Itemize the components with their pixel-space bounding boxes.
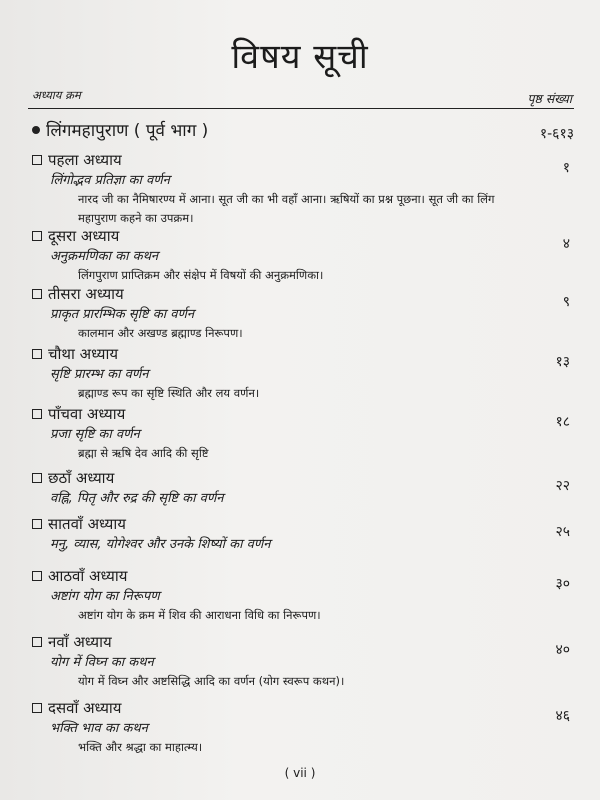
chapter-page: ४ [562,236,570,252]
chapter-entry [28,698,574,758]
chapter-name: सातवाँ अध्याय [48,515,126,533]
checkbox-square-icon [32,289,42,299]
chapter-page: ४६ [555,708,570,724]
chapter-name: दसवाँ अध्याय [48,699,122,717]
checkbox-square-icon [32,155,42,165]
chapter-page: ३० [555,576,570,592]
chapter-subtitle: भक्ति भाव का कथन [50,721,148,736]
chapter-name: तीसरा अध्याय [48,285,124,303]
chapter-description: नारद जी का नैमिषारण्य में आना। सूत जी का भी वहाँ आना। ऋषियों का प्रश्न पूछना। सूत जी का लिंग महापुराण कहने का उपक्रम। [78,192,495,225]
chapter-page: १८ [555,414,570,430]
chapter-subtitle: वह्नि, पितृ और रुद्र की सृष्टि का वर्णन [50,491,224,506]
checkbox-square-icon [32,409,42,419]
checkbox-square-icon [32,349,42,359]
chapter-name: दूसरा अध्याय [48,227,120,245]
chapter-entry [28,632,574,692]
checkbox-square-icon [32,473,42,483]
chapter-order-header: अध्याय क्रम [32,88,81,102]
chapter-description: कालमान और अखण्ड ब्रह्माण्ड निरूपण। [78,326,243,340]
chapter-name: चौथा अध्याय [48,345,119,363]
checkbox-square-icon [32,571,42,581]
checkbox-square-icon [32,519,42,529]
chapter-page: १३ [555,354,570,370]
chapter-subtitle: योग में विघ्न का कथन [50,655,154,670]
chapter-page: २५ [555,524,570,540]
chapter-name: पाँचवा अध्याय [48,405,126,423]
chapter-name: पहला अध्याय [48,151,122,169]
chapter-page: ९ [562,294,570,310]
chapter-description: ब्रह्माण्ड रूप का सृष्टि स्थिति और लय वर्णन। [78,386,260,400]
part-heading [30,118,574,144]
chapter-description: भक्ति और श्रद्धा का माहात्म्य। [78,740,203,754]
chapter-entry [28,284,574,344]
page-number-header: पृष्ठ संख्या [527,91,572,106]
checkbox-square-icon [32,637,42,647]
chapter-entry [28,566,574,626]
chapter-subtitle: अनुक्रमणिका का कथन [50,249,159,264]
chapter-page: १ [562,160,570,176]
chapter-entry [28,514,574,574]
chapter-entry [28,226,574,286]
column-header-row [28,86,574,109]
chapter-subtitle: प्राकृत प्रारम्भिक सृष्टि का वर्णन [50,307,195,322]
chapter-entry [28,404,574,464]
checkbox-square-icon [32,703,42,713]
chapter-entry [28,150,574,225]
chapter-description: ब्रह्मा से ऋषि देव आदि की सृष्टि [78,446,209,460]
chapter-subtitle: सृष्टि प्रारम्भ का वर्णन [50,367,149,382]
bullet-icon [32,126,40,134]
part-label: लिंगमहापुराण ( पूर्व भाग ) [46,121,209,141]
page-title: विषय सूची [231,37,369,77]
checkbox-square-icon [32,231,42,241]
chapter-page: २२ [555,478,570,494]
chapter-name: नवाँ अध्याय [48,633,112,651]
chapter-name: छठाँ अध्याय [48,469,115,487]
chapter-subtitle: लिंगोद्भव प्रतिज्ञा का वर्णन [50,173,170,188]
chapter-subtitle: प्रजा सृष्टि का वर्णन [50,427,140,442]
chapter-description: अष्टांग योग के क्रम में शिव की आराधना विधि का निरूपण। [78,608,321,622]
chapter-subtitle: मनु, व्यास, योगेश्वर और उनके शिष्यों का वर्णन [50,537,271,552]
chapter-name: आठवाँ अध्याय [48,567,128,585]
chapter-subtitle: अष्टांग योग का निरूपण [50,589,160,604]
chapter-description: योग में विघ्न और अष्टसिद्धि आदि का वर्णन (योग स्वरूप कथन)। [78,674,345,688]
chapter-page: ४० [555,642,570,658]
chapter-description: लिंगपुराण प्राप्तिक्रम और संक्षेप में विषयों की अनुक्रमणिका। [78,268,324,282]
page-number-footer: ( vii ) [284,766,316,780]
part-page-range: १-६१३ [539,126,574,142]
chapter-entry [28,344,574,404]
